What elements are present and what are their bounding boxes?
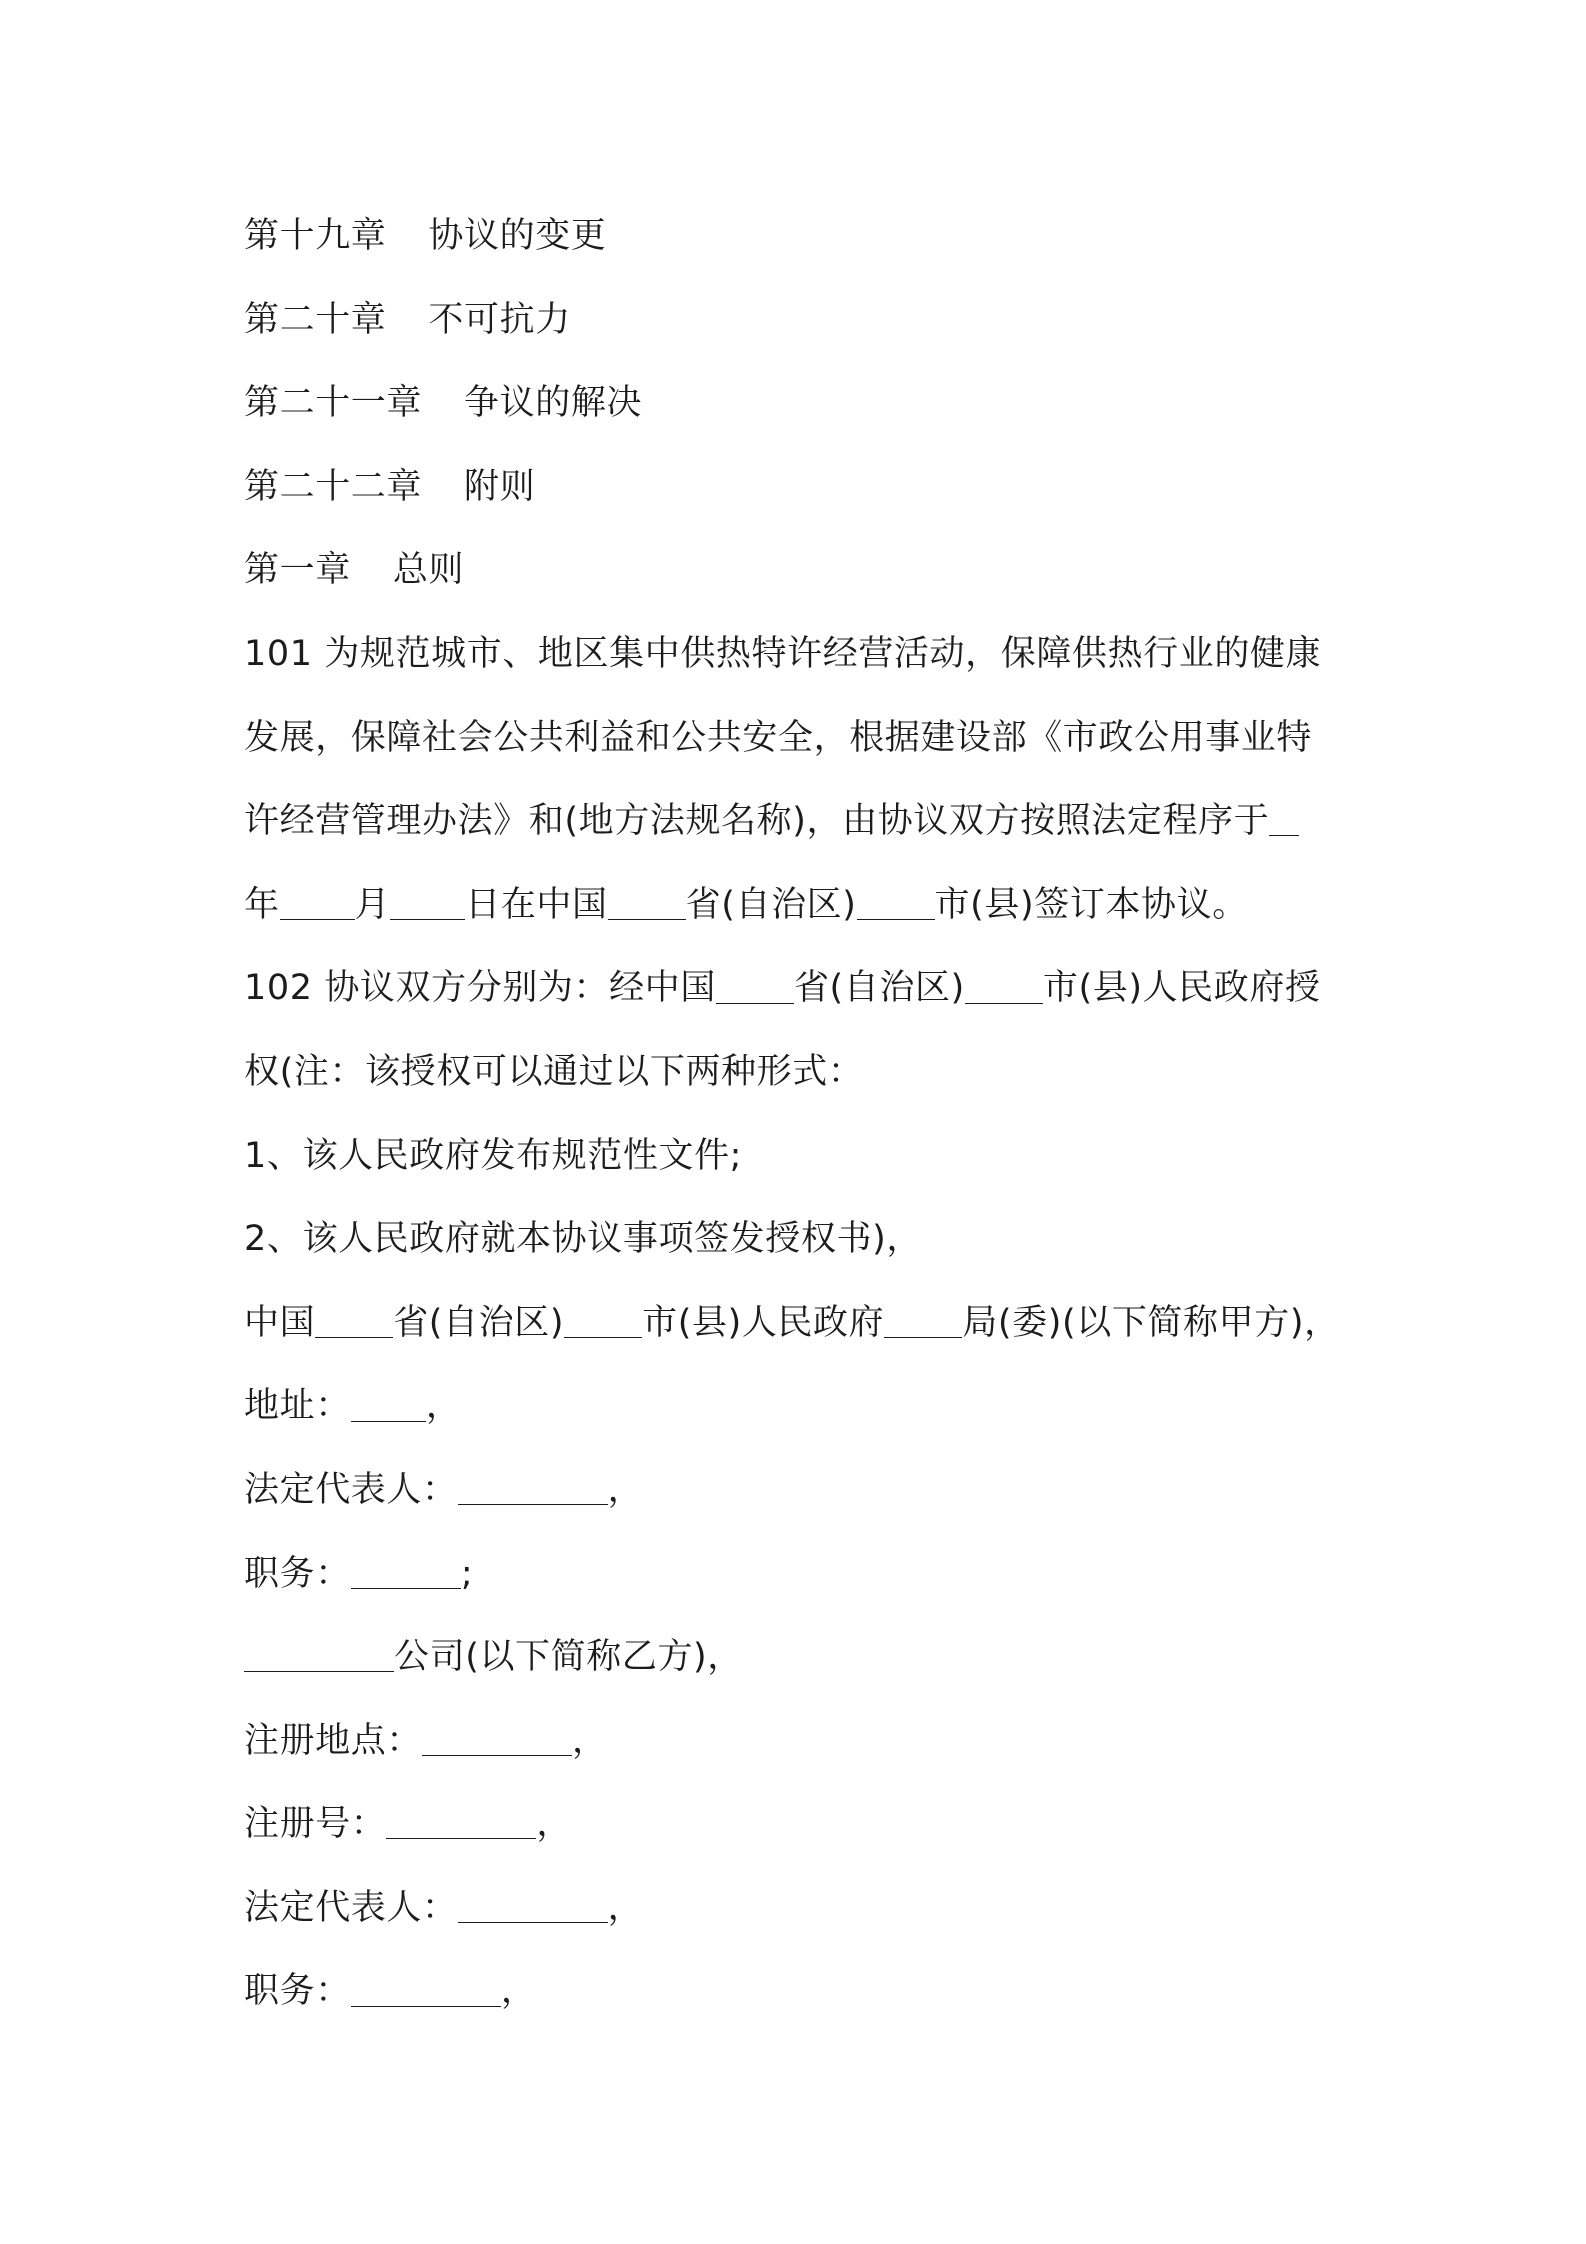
clause-101-line (244, 864, 1364, 948)
chapter-title: 不可抗力 (428, 299, 571, 340)
chapter-number: 第二十一章 (244, 383, 423, 424)
party-a-representative (244, 1449, 1364, 1533)
chapter-title: 协议的变更 (428, 216, 607, 256)
representative-blank[interactable] (458, 1467, 608, 1505)
party-b-reg-no (244, 1783, 1364, 1867)
company-blank[interactable] (244, 1635, 394, 1673)
party-a-address (244, 1365, 1364, 1449)
clause-102-line (244, 1031, 1364, 1115)
blank-field[interactable] (884, 1300, 962, 1338)
chapter-title: 总则 (392, 550, 465, 591)
clause-text: 发展，保障社会公共利益和公共安全，根据建设部《市政公用事业特 (244, 717, 1313, 758)
clause-text: 省(自治区) (685, 884, 857, 925)
field-label: 注册号： (244, 1804, 387, 1845)
field-label: 法定代表人： (244, 1469, 458, 1510)
reg-place-blank[interactable] (422, 1718, 572, 1756)
clause-text: 1、该人民政府发布规范性文件; (244, 1135, 743, 1176)
chapter-number: 第二十二章 (244, 466, 423, 507)
address-blank[interactable] (351, 1384, 426, 1422)
punctuation: ， (536, 1804, 573, 1845)
clause-text: 2、该人民政府就本协议事项签发授权书)， (244, 1219, 922, 1260)
position-blank[interactable] (351, 1551, 461, 1589)
party-b-reg-place (244, 1700, 1364, 1784)
document-body (244, 195, 1364, 2034)
clause-102-line (244, 947, 1364, 1031)
clause-text: 102 协议双方分别为：经中国 (244, 968, 716, 1009)
clause-101-line (244, 697, 1364, 781)
clause-101-line (244, 613, 1364, 697)
position-blank[interactable] (351, 1969, 501, 2007)
punctuation: ， (607, 1887, 644, 1928)
clause-text: 许经营管理办法》和(地方法规名称)，由协议双方按照法定程序于 (244, 801, 1270, 842)
chapter-number: 第二十章 (244, 299, 387, 340)
party-b-representative (244, 1867, 1364, 1951)
clause-101-line (244, 780, 1364, 864)
chapter-line (244, 529, 1364, 613)
representative-blank[interactable] (458, 1885, 608, 1923)
party-b-position (244, 1950, 1364, 2034)
chapter-line (244, 362, 1364, 446)
clause-text: 101 为规范城市、地区集中供热特许经营活动，保障供热行业的健康 (244, 633, 1322, 674)
clause-text: 市(县)人民政府授 (1042, 968, 1321, 1009)
party-text: 中国 (244, 1302, 316, 1343)
chapter-title: 争议的解决 (464, 383, 643, 424)
punctuation: ， (425, 1386, 462, 1427)
field-label: 注册地点： (244, 1720, 423, 1761)
reg-no-blank[interactable] (386, 1802, 536, 1840)
clause-text: 月 (354, 884, 391, 925)
party-a-position (244, 1533, 1364, 1617)
clause-text: 年 (244, 884, 280, 925)
party-text: 局(委)(以下简称甲方)， (962, 1302, 1340, 1343)
blank-field[interactable] (716, 966, 794, 1004)
punctuation: ， (607, 1469, 644, 1510)
clause-text: 权(注：该授权可以通过以下两种形式： (244, 1051, 864, 1092)
chapter-line (244, 446, 1364, 530)
chapter-line (244, 195, 1364, 279)
field-label: 职务： (244, 1971, 351, 2012)
blank-field[interactable] (315, 1300, 393, 1338)
blank-field[interactable] (280, 882, 355, 920)
party-text: 公司(以下简称乙方)， (394, 1637, 743, 1678)
clause-102-item (244, 1115, 1364, 1199)
clause-text: 日在中国 (465, 884, 608, 925)
field-label: 法定代表人： (244, 1887, 458, 1928)
chapter-number: 第一章 (244, 550, 351, 591)
blank-field[interactable] (857, 882, 935, 920)
chapter-line (244, 279, 1364, 363)
clause-text: 市(县)签订本协议。 (934, 884, 1248, 925)
chapter-title: 附则 (464, 466, 536, 507)
field-label: 地址： (244, 1386, 351, 1427)
party-text: 省(自治区) (393, 1302, 565, 1343)
blank-field[interactable] (608, 882, 686, 920)
blank-field[interactable] (1269, 799, 1299, 837)
blank-field[interactable] (564, 1300, 642, 1338)
punctuation: ; (460, 1553, 474, 1594)
blank-field[interactable] (965, 966, 1043, 1004)
punctuation: ， (572, 1720, 608, 1761)
chapter-number: 第十九章 (244, 216, 387, 256)
party-text: 市(县)人民政府 (642, 1302, 885, 1343)
field-label: 职务： (244, 1553, 351, 1594)
party-a-line (244, 1282, 1364, 1366)
party-b-company (244, 1616, 1364, 1700)
punctuation: ， (500, 1971, 537, 2012)
blank-field[interactable] (390, 882, 465, 920)
clause-text: 省(自治区) (793, 968, 965, 1009)
clause-102-item (244, 1198, 1364, 1282)
